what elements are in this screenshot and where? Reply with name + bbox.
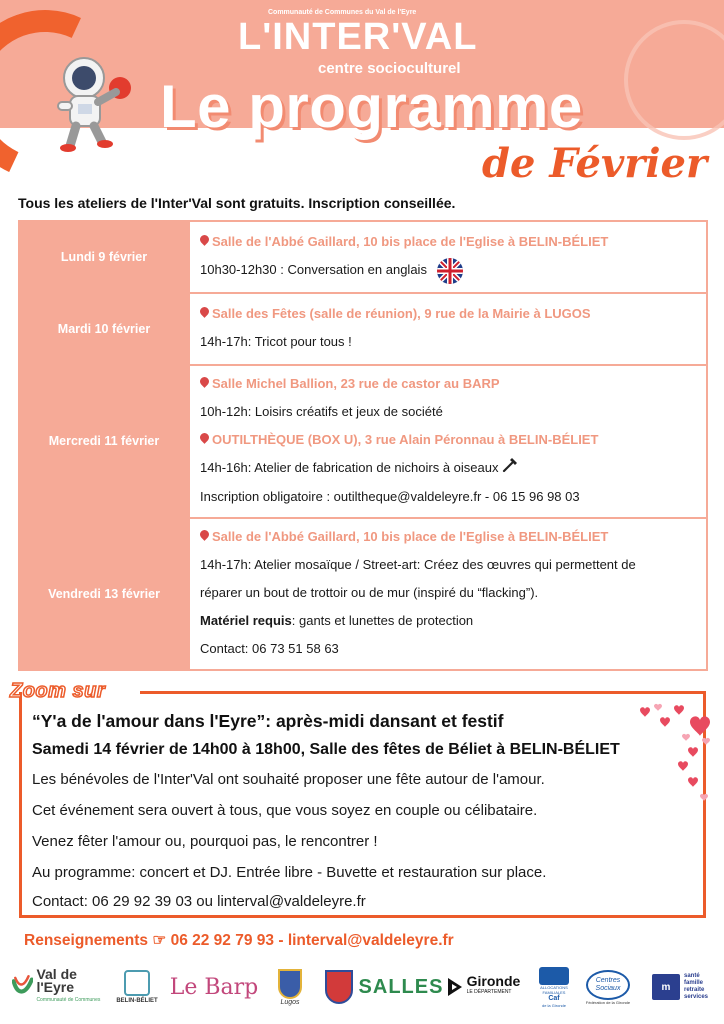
lugos-crest-icon: [278, 969, 302, 999]
location-line: [200, 300, 696, 328]
zoom-label: Zoom sur: [10, 680, 106, 702]
activity-text: 14h-17h: Atelier mosaïque / Street-art: Créez des œuvres qui permettent de: [200, 556, 636, 572]
logo-lugos: [270, 962, 310, 1012]
page-subtitle-month: de Février: [482, 140, 708, 187]
info-line: [24, 931, 454, 950]
contact-text: Contact: 06 73 51 58 63: [200, 640, 339, 656]
activity-line: [200, 579, 696, 607]
msa-l1: santé: [683, 973, 700, 979]
activity-text: réparer un bout de trottoir ou de mur (inspiré du “flacking”).: [200, 584, 539, 600]
lebarp-name: Le Barp: [169, 974, 259, 1000]
brand-subtitle: centre socioculturel: [318, 60, 461, 77]
pin-icon: [200, 307, 209, 319]
partner-logos: [0, 962, 724, 1024]
msa-l2: famille: [683, 980, 703, 986]
centres-name: Centres Sociaux: [586, 970, 630, 1000]
schedule-row: [19, 221, 707, 293]
belin-name: BELIN-BÉLIET: [116, 998, 158, 1004]
contact-line: [200, 635, 696, 663]
activity-line: [200, 398, 696, 426]
location-text: Salle de l'Abbé Gaillard, 10 bis place de l'Eglise à BELIN-BÉLIET: [212, 528, 609, 544]
caf-line4: de la Gironde: [541, 1002, 566, 1008]
intro-text: Tous les ateliers de l'Inter'Val sont gratuits. Inscription conseillée.: [18, 195, 456, 211]
day-cell: Mercredi 11 février: [19, 365, 189, 518]
zoom-title: “Y'a de l'amour dans l'Eyre”: après-midi dansant et festif: [32, 711, 504, 731]
logo-valdeleyre: [12, 962, 104, 1012]
info-email[interactable]: linterval@valdeleyre.fr: [287, 932, 454, 949]
msa-l4: services: [683, 994, 709, 1000]
zoom-contact: Contact: 06 29 92 39 03 ou linterval@valdeleyre.fr: [32, 893, 366, 910]
org-line: Communauté de Communes du Val de l'Eyre: [268, 9, 417, 16]
brand-logo-text: L'INTER'VAL: [238, 16, 478, 58]
info-cell: [189, 365, 707, 518]
location-text: OUTILTHÈQUE (BOX U), 3 rue Alain Péronnau à BELIN-BÉLIET: [212, 432, 599, 447]
schedule-row: [19, 365, 707, 518]
astronaut-illustration: [48, 52, 136, 152]
msa-l3: retraite: [683, 987, 705, 993]
day-cell: Mardi 10 février: [19, 293, 189, 365]
zoom-paragraph: Les bénévoles de l'Inter'Val ont souhaité proposer une fête autour de l'amour.: [32, 771, 545, 788]
info-separator: -: [278, 932, 284, 949]
zoom-paragraph: Venez fêter l'amour ou, pourquoi pas, le rencontrer !: [32, 833, 378, 850]
material-text: : gants et lunettes de protection: [291, 612, 474, 628]
header: [0, 0, 724, 190]
pin-icon: [200, 377, 209, 389]
info-label: Renseignements: [24, 932, 149, 949]
logo-salles: [358, 962, 444, 1012]
belin-emblem-icon: [124, 970, 150, 996]
centres-sub: Fédération de la Gironde: [585, 999, 631, 1005]
caf-line3: Caf: [548, 994, 560, 1002]
caf-emblem-icon: [539, 967, 569, 985]
pointing-hand-icon: ☞: [152, 932, 167, 949]
zoom-paragraph: Cet événement sera ouvert à tous, que vous soyez en couple ou célibataire.: [32, 802, 538, 819]
activity-line: [200, 551, 696, 579]
location-line: [200, 228, 696, 256]
day-cell: Lundi 9 février: [19, 221, 189, 293]
pin-icon: [200, 530, 209, 542]
pin-icon: [200, 433, 209, 445]
activity-text: 10h-12h: Loisirs créatifs et jeux de société: [200, 404, 443, 419]
pin-icon: [200, 235, 209, 247]
info-cell: [189, 293, 707, 365]
caf-line2: FAMILIALES: [542, 989, 566, 995]
gironde-arrow-icon: [446, 976, 464, 998]
valdeleyre-name: Val de l'Eyre: [36, 965, 77, 995]
logo-crest: [320, 962, 358, 1012]
logo-caf: [532, 962, 576, 1012]
salles-name: SALLES: [358, 975, 444, 998]
logo-msa: [642, 962, 718, 1012]
lugos-name: Lugos: [280, 998, 300, 1006]
location-line: [200, 426, 696, 454]
gironde-sub: LE DÉPARTEMENT: [466, 989, 512, 995]
valdeleyre-sub: Communauté de Communes: [36, 996, 101, 1003]
location-line: [200, 370, 696, 398]
page-title: Le programme: [160, 73, 583, 140]
info-cell: [189, 221, 707, 293]
logo-belin: [114, 962, 160, 1012]
logo-lebarp: [166, 962, 262, 1012]
material-label: Matériel requis: [200, 612, 292, 628]
zoom-paragraph: Au programme: concert et DJ. Entrée libre - Buvette et restauration sur place.: [32, 864, 547, 881]
msa-emblem-icon: m: [652, 974, 680, 1000]
info-cell: [189, 518, 707, 670]
caf-line1: ALLOCATIONS: [540, 984, 568, 990]
schedule-row: [19, 518, 707, 670]
material-line: [200, 607, 696, 635]
location-text: Salle des Fêtes (salle de réunion), 9 rue de la Mairie à LUGOS: [212, 306, 591, 321]
valdeleyre-emblem-icon: [12, 972, 33, 1002]
registration-text: Inscription obligatoire : outiltheque@valdeleyre.fr - 06 15 96 98 03: [200, 488, 580, 504]
hammer-icon: [502, 455, 518, 483]
activity-text: 14h-16h: Atelier de fabrication de nichoirs à oiseaux: [200, 460, 499, 475]
location-line: [200, 523, 696, 551]
zoom-date: Samedi 14 février de 14h00 à 18h00, Salle des fêtes de Béliet à BELIN-BÉLIET: [32, 741, 620, 758]
activity-text: 10h30-12h30 : Conversation en anglais: [200, 262, 427, 277]
schedule-row: [19, 293, 707, 365]
activity-text: 14h-17h: Tricot pour tous !: [200, 334, 352, 349]
logo-centres-sociaux: [582, 962, 634, 1012]
info-phone[interactable]: 06 22 92 79 93: [170, 932, 275, 949]
registration-line: [200, 483, 696, 511]
gironde-name: Gironde: [466, 973, 521, 989]
town-crest-icon: [325, 970, 353, 1004]
activity-line: [200, 256, 696, 284]
logo-gironde: [440, 962, 526, 1012]
uk-flag-icon: [437, 258, 463, 284]
day-cell: Vendredi 13 février: [19, 518, 189, 670]
activity-line: [200, 328, 696, 356]
activity-line: [200, 454, 696, 483]
location-text: Salle Michel Ballion, 23 rue de castor au BARP: [212, 376, 500, 391]
schedule-table: [18, 220, 708, 671]
location-text: Salle de l'Abbé Gaillard, 10 bis place de l'Eglise à BELIN-BÉLIET: [212, 234, 609, 249]
